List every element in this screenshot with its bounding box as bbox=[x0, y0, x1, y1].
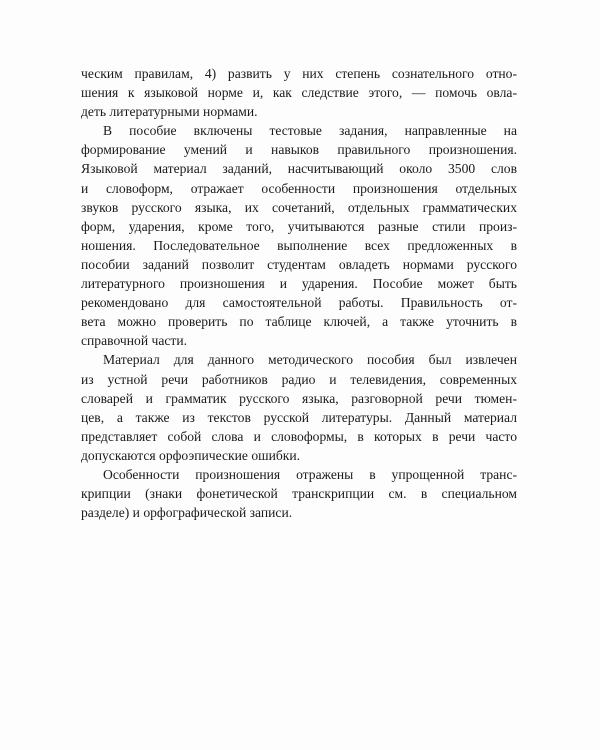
text-line: разделе) и орфографической записи. bbox=[81, 505, 293, 521]
text-line: словарей и грамматик русского языка, разговорной речи тюмен- bbox=[81, 390, 517, 406]
text-line: цев, а также из текстов русской литературы. Данный материал bbox=[81, 409, 517, 425]
paragraph-4 bbox=[81, 465, 517, 522]
text-line: крипции (знаки фонетической транскрипции см. в специальном bbox=[81, 486, 517, 502]
text-line: ческим правилам, 4) развить у них степень сознательного отно- bbox=[81, 66, 517, 81]
text-line: из устной речи работников радио и телевидения, современных bbox=[81, 371, 517, 387]
text-line: литературного произношения и ударения. Пособие может быть bbox=[81, 276, 517, 292]
text-line: деть литературными нормами. bbox=[81, 104, 258, 120]
text-line: формирование умений и навыков правильного произношения. bbox=[81, 142, 517, 158]
text-line: представляет собой слова и словоформы, в которых в речи часто bbox=[81, 428, 517, 444]
text-line: ношения. Последовательное выполнение всех предложенных в bbox=[81, 237, 517, 253]
text-line: Языковой материал заданий, насчитывающий около 3500 слов bbox=[81, 161, 517, 177]
text-line: пособии заданий позволит студентам овладеть нормами русского bbox=[81, 256, 517, 272]
text-line: Особенности произношения отражены в упрощенной транс- bbox=[103, 466, 517, 482]
text-line: справочной части. bbox=[81, 333, 188, 349]
text-line: допускаются орфоэпические ошибки. bbox=[81, 447, 301, 463]
text-line: В пособие включены тестовые задания, направленные на bbox=[103, 123, 517, 139]
text-line: рекомендовано для самостоятельной работы. Правильность от- bbox=[81, 295, 517, 311]
paragraph-2 bbox=[81, 121, 517, 350]
paragraph-3 bbox=[81, 350, 517, 465]
text-line: шения к языковой норме и, как следствие этого, — помочь овла- bbox=[81, 85, 517, 101]
text-line: звуков русского языка, их сочетаний, отдельных грамматических bbox=[81, 199, 517, 215]
body-text bbox=[81, 64, 517, 522]
text-line: Материал для данного методического пособия был извлечен bbox=[103, 352, 517, 368]
text-line: форм, ударения, кроме того, учитываются разные стили произ- bbox=[81, 218, 517, 234]
paragraph-1 bbox=[81, 64, 517, 121]
text-line: вета можно проверить по таблице ключей, а также уточнить в bbox=[81, 314, 517, 330]
text-line: и словоформ, отражает особенности произношения отдельных bbox=[81, 180, 517, 196]
